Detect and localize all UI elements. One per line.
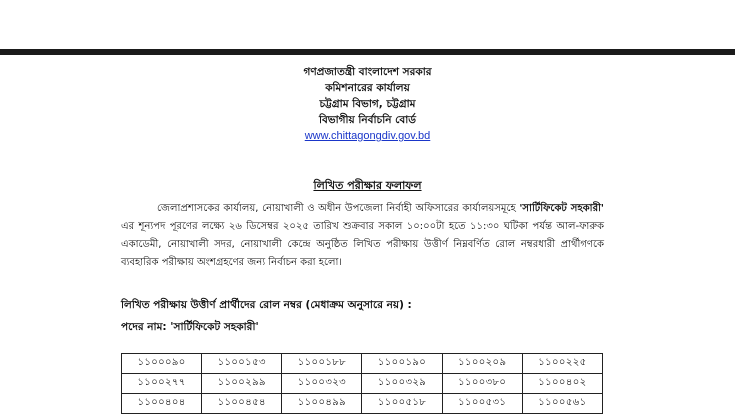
roll-number-cell: ১১০০১৯০ <box>362 354 442 374</box>
roll-number-table <box>121 353 603 414</box>
roll-number-cell: ১১০০০৯০ <box>122 354 202 374</box>
letterhead <box>0 64 735 144</box>
roll-number-cell: ১১০০২০৯ <box>442 354 522 374</box>
notice-text-part2: এর শূন্যপদ পূরণের লক্ষ্যে ২৬ ডিসেম্বর ২০২৫ তারিখ শুক্রবার সকাল ১০:০০টা হতে ১১:৩০ ঘটিকা পর্যন্ত আল-ফারুক একাডেমী, নোয়াখালী সদর, নোয়াখালী কেন্দ্রে অনুষ্ঠিত লিখিত পরীক্ষায় উত্তীর্ণ নিম্নবর্ণিত রোল নম্বরধারী প্রার্থীগণকে ব্যবহারিক পরীক্ষায় অংশগ্রহণের জন্য নির্বাচন করা হলো। <box>121 221 604 268</box>
govt-name: গণপ্রজাতন্ত্রী বাংলাদেশ সরকার <box>303 66 432 78</box>
table-row <box>122 394 603 414</box>
roll-number-cell: ১১০০৪০৪ <box>122 394 202 414</box>
notice-post-name: 'সার্টিফিকেট সহকারী' <box>519 203 604 214</box>
board-name: বিভাগীয় নির্বাচনি বোর্ড <box>318 114 417 126</box>
roll-number-cell: ১১০০৩২৯ <box>362 374 442 394</box>
roll-number-cell: ১১০০১৮৮ <box>282 354 362 374</box>
table-row <box>122 354 603 374</box>
roll-list-heading: লিখিত পরীক্ষায় উত্তীর্ণ প্রার্থীদের রোল নম্বর (মেধাক্রম অনুসারে নয়) : <box>121 299 412 311</box>
notice-paragraph <box>121 200 604 272</box>
website-link[interactable]: www.chittagongdiv.gov.bd <box>304 130 431 142</box>
roll-number-cell: ১১০০৫৬১ <box>522 394 602 414</box>
notice-text-part1: জেলাপ্রশাসকের কার্যালয়, নোয়াখালী ও অধীন উপজেলা নির্বাহী অফিসারের কার্যালয়সমূহে <box>157 203 520 214</box>
result-title-text: লিখিত পরীক্ষার ফলাফল <box>313 179 422 192</box>
roll-number-cell: ১১০০৫৩১ <box>442 394 522 414</box>
roll-number-cell: ১১০০৩৮০ <box>442 374 522 394</box>
table-row <box>122 374 603 394</box>
roll-number-cell: ১১০০২৯৯ <box>202 374 282 394</box>
post-name-label: পদের নাম: 'সার্টিফিকেট সহকারী' <box>121 321 259 333</box>
roll-number-cell: ১১০০২৭৭ <box>122 374 202 394</box>
division-name: চট্টগ্রাম বিভাগ, চট্টগ্রাম <box>319 98 416 110</box>
result-title <box>0 177 735 196</box>
roll-number-cell: ১১০০৪৯৯ <box>282 394 362 414</box>
office-name: কমিশনারের কার্যালয় <box>325 82 410 94</box>
roll-number-cell: ১১০০১৫৩ <box>202 354 282 374</box>
roll-number-cell: ১১০০৩২৩ <box>282 374 362 394</box>
roll-number-cell: ১১০০৪৫৪ <box>202 394 282 414</box>
roll-number-cell: ১১০০৫১৮ <box>362 394 442 414</box>
roll-number-cell: ১১০০২২৫ <box>522 354 602 374</box>
roll-number-cell: ১১০০৪০২ <box>522 374 602 394</box>
top-border-rule <box>0 49 735 55</box>
